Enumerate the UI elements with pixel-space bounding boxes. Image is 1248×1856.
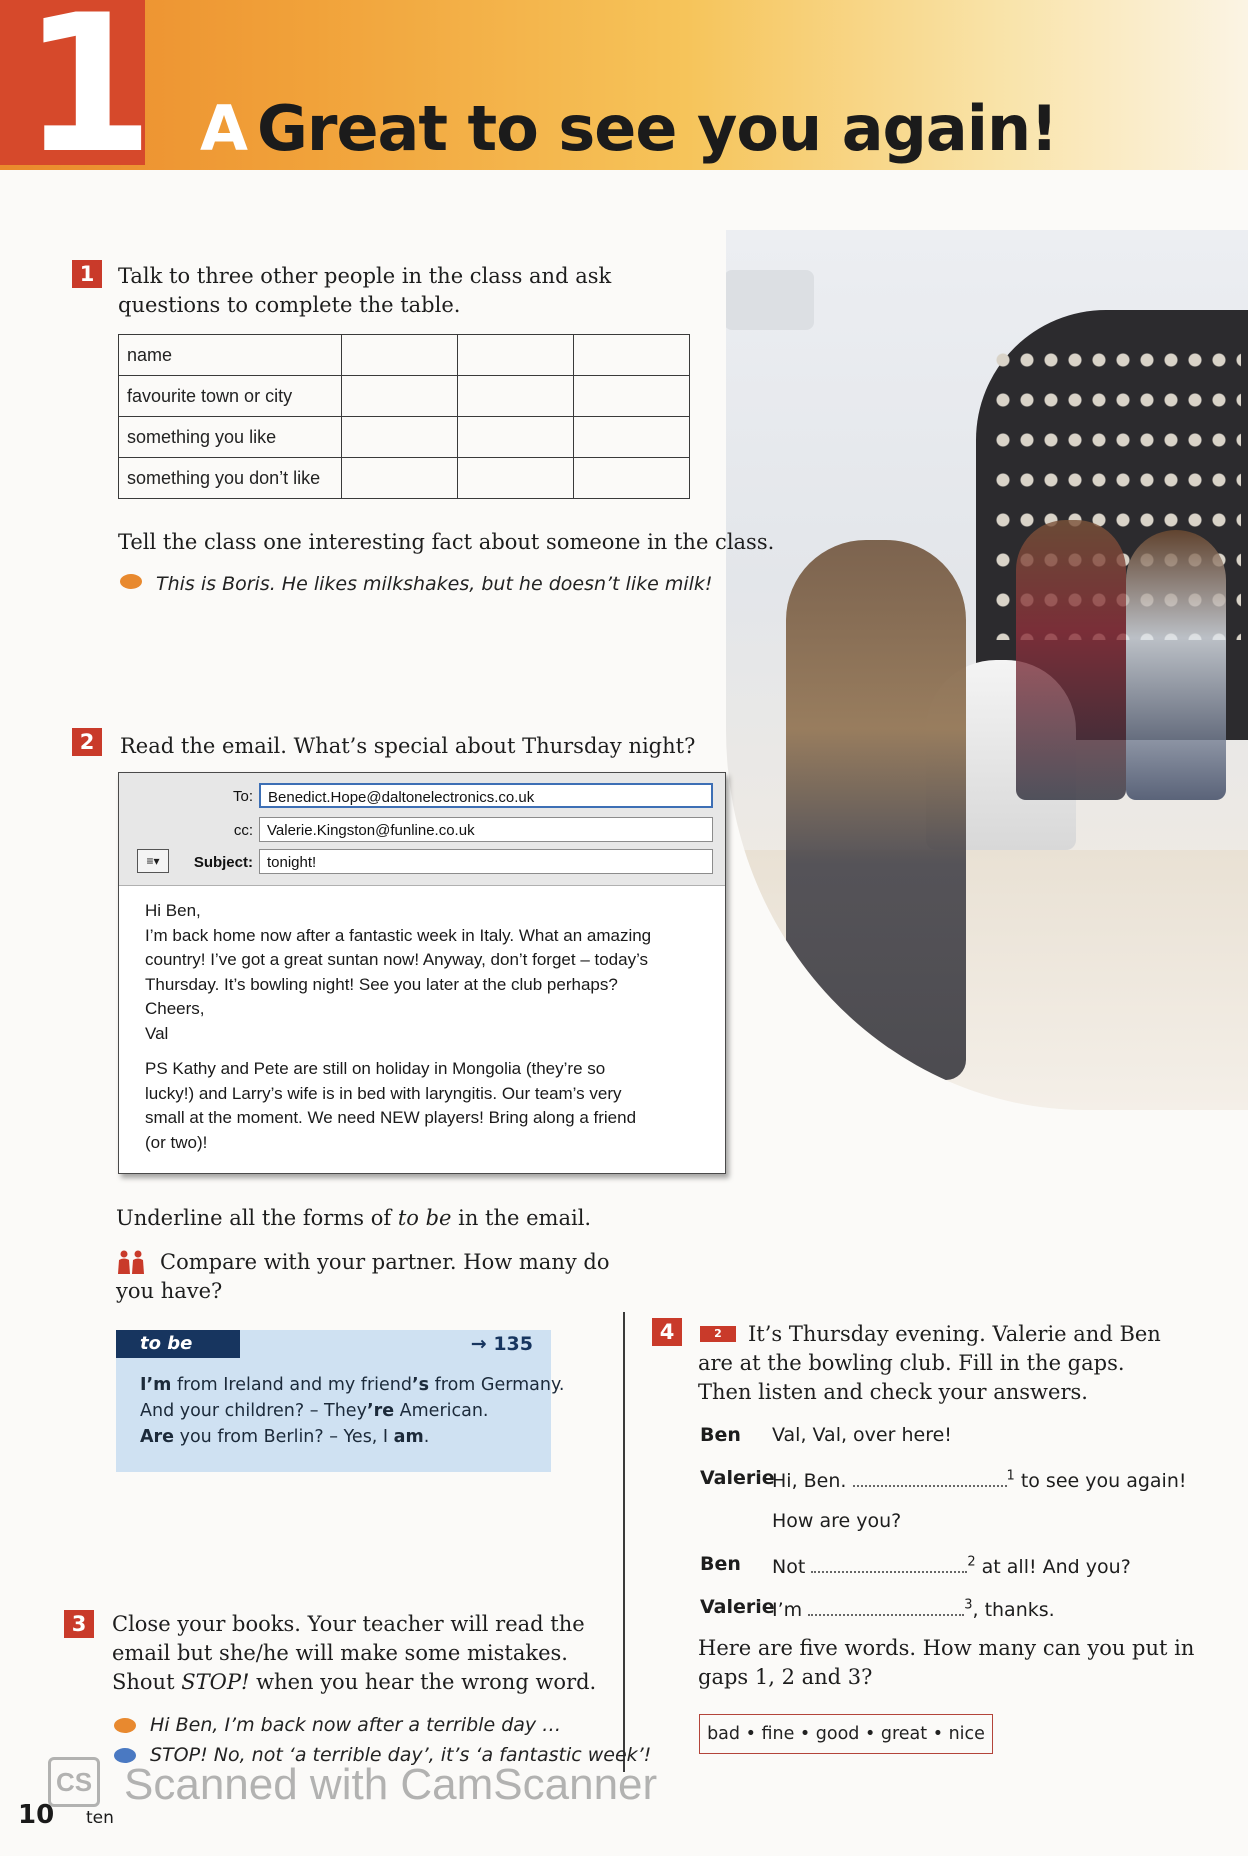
line-text: when you hear the wrong word. (249, 1670, 597, 1694)
exercise-4-instruction (698, 1320, 1161, 1407)
table-cell[interactable] (342, 335, 458, 376)
word-box: bad • fine • good • great • nice (699, 1714, 993, 1754)
unit-number: 1 (22, 0, 155, 195)
table-cell[interactable] (458, 458, 574, 499)
row-label-dislike: something you don’t like (119, 458, 342, 499)
email-ps-line: small at the moment. We need NEW players! Bring along a friend (145, 1108, 637, 1127)
grammar-bold: ’re (366, 1401, 395, 1421)
table-cell[interactable] (342, 376, 458, 417)
survey-table (118, 334, 690, 499)
cc-label: cc: (233, 822, 253, 839)
title-text: Great to see you again! (256, 92, 1058, 165)
exercise-2-number: 2 (72, 728, 102, 756)
table-cell[interactable] (574, 417, 690, 458)
dialogue-line (772, 1553, 1131, 1578)
dialogue-line (772, 1596, 1055, 1621)
exercise-3-example-2: STOP! No, not ‘a terrible day’, it’s ‘a fantastic week’! (150, 1744, 652, 1766)
grammar-bold: Are (140, 1427, 175, 1447)
grammar-line-2 (140, 1398, 564, 1424)
man-watching (1016, 520, 1126, 800)
underline-instruction (116, 1204, 591, 1233)
grammar-line-3 (140, 1424, 564, 1450)
exercise-1-followup: Tell the class one interesting fact about someone in the class. (118, 530, 775, 554)
row-label-town: favourite town or city (119, 376, 342, 417)
line-text: to see you again! (1014, 1470, 1187, 1492)
audio-track-icon[interactable]: 2 (700, 1326, 736, 1342)
exercise-1-number: 1 (72, 260, 102, 288)
compare-instruction (116, 1248, 609, 1306)
email-ps-line: PS Kathy and Pete are still on holiday in Mongolia (they’re so (145, 1059, 606, 1078)
email-line: Val (145, 1023, 169, 1043)
table-cell[interactable] (458, 335, 574, 376)
exercise-3-number: 3 (64, 1610, 94, 1638)
grammar-line-1 (140, 1372, 564, 1398)
exercise-1-example: This is Boris. He likes milkshakes, but he doesn’t like milk! (156, 573, 713, 595)
grammar-examples (140, 1372, 564, 1450)
watermark-text: Scanned with CamScanner (124, 1760, 658, 1809)
dialogue-line: How are you? (772, 1510, 902, 1532)
grammar-box (116, 1330, 565, 1472)
exercise-3-instruction (112, 1610, 596, 1697)
speaker-ben: Ben (700, 1424, 741, 1446)
question-line-2: gaps 1, 2 and 3? (698, 1665, 873, 1689)
line-text: Not (772, 1556, 812, 1578)
table-row (119, 335, 690, 376)
subject-label: Subject: (193, 854, 253, 871)
dialogue-line (772, 1467, 1187, 1492)
email-line: Thursday. It’s bowling night! See you later at the club perhaps? (145, 974, 618, 994)
speaker-valerie: Valerie (700, 1596, 775, 1618)
exercise-1-line-1: Talk to three other people in the class and ask (118, 264, 612, 288)
subject-field[interactable]: tonight! (259, 849, 713, 874)
table-cell[interactable] (574, 376, 690, 417)
exercise-4-line-2: are at the bowling club. Fill in the gaps. (698, 1351, 1125, 1375)
page-title (200, 92, 1058, 165)
line-text: Shout (112, 1670, 182, 1694)
underline-text-end: in the email. (451, 1206, 592, 1230)
line-text: I’m (772, 1599, 809, 1621)
cc-field[interactable]: Valerie.Kingston@funline.co.uk (259, 817, 713, 842)
email-line: Cheers, (145, 999, 205, 1018)
table-cell[interactable] (342, 458, 458, 499)
email-line: country! I’ve got a great suntan now! Anyway, don’t forget – today’s (145, 950, 649, 969)
page-number-word: ten (86, 1808, 114, 1828)
exercise-3-line-1: Close your books. Your teacher will read the (112, 1612, 585, 1636)
dialogue-line: Val, Val, over here! (772, 1424, 952, 1446)
exercise-3-example-1: Hi Ben, I’m back now after a terrible day … (150, 1714, 562, 1736)
exercise-4-line-1: It’s Thursday evening. Valerie and Ben (748, 1322, 1161, 1346)
bowling-photo (726, 230, 1248, 1110)
gap-3-input[interactable] (808, 1596, 964, 1616)
grammar-bold: ’s (411, 1375, 430, 1395)
woman-clapping (1126, 530, 1226, 800)
exercise-3-line-3 (112, 1668, 596, 1697)
exercise-2-instruction: Read the email. What’s special about Thursday night? (120, 734, 696, 758)
gap-number: 2 (967, 1554, 976, 1570)
table-cell[interactable] (458, 417, 574, 458)
grammar-text: from Ireland and my friend (171, 1375, 412, 1395)
email-line: I’m back home now after a fantastic week in Italy. What an amazing (145, 925, 652, 945)
table-cell[interactable] (458, 376, 574, 417)
email-ps (145, 1057, 636, 1155)
grammar-page-reference[interactable]: → 135 (470, 1333, 533, 1355)
grammar-text: . (423, 1427, 430, 1447)
lesson-letter: A (200, 92, 247, 165)
line-text: , thanks. (972, 1599, 1055, 1621)
grammar-text: you from Berlin? – Yes, I (174, 1427, 394, 1447)
speech-bubble-icon (120, 574, 142, 589)
table-row (119, 417, 690, 458)
gap-2-input[interactable] (811, 1553, 967, 1573)
speaker-valerie: Valerie (700, 1467, 775, 1489)
email-window (118, 772, 726, 1174)
table-row (119, 458, 690, 499)
exercise-3-line-2: email but she/he will make some mistakes. (112, 1641, 568, 1665)
line-text: at all! And you? (975, 1556, 1131, 1578)
email-ps-line: lucky!) and Larry’s wife is in bed with laryngitis. Our team’s very (145, 1083, 622, 1103)
exercise-4-question (698, 1634, 1194, 1692)
gap-number: 1 (1006, 1468, 1015, 1484)
table-cell[interactable] (574, 335, 690, 376)
menu-dropdown-icon[interactable]: ≡▾ (137, 849, 169, 873)
grammar-title: to be (116, 1330, 240, 1358)
to-field[interactable]: Benedict.Hope@daltonelectronics.co.uk (259, 783, 713, 808)
page-number: 10 (18, 1800, 55, 1830)
gap-number: 3 (964, 1597, 973, 1613)
row-label-name: name (119, 335, 342, 376)
email-ps-line: (or two)! (145, 1132, 208, 1152)
to-label: To: (232, 788, 253, 805)
email-body (145, 899, 651, 1046)
email-line: Hi Ben, (145, 901, 201, 920)
column-divider (623, 1312, 625, 1772)
exercise-1-instruction (118, 262, 611, 320)
woman-bowling (786, 540, 966, 1080)
exercise-4-number: 4 (652, 1318, 682, 1346)
question-line-1: Here are five words. How many can you put in (698, 1636, 1195, 1660)
exercise-4-line-3: Then listen and check your answers. (698, 1380, 1088, 1404)
grammar-text: American. (394, 1401, 489, 1421)
camscanner-logo-icon: CS (48, 1757, 100, 1807)
underline-emphasis: to be (397, 1206, 452, 1230)
exercise-1-line-2: questions to complete the table. (118, 293, 461, 317)
table-cell[interactable] (342, 417, 458, 458)
table-cell[interactable] (574, 458, 690, 499)
underline-text: Underline all the forms of (116, 1206, 398, 1230)
grammar-bold: am (393, 1427, 424, 1447)
compare-line-1: Compare with your partner. How many do (160, 1250, 610, 1274)
grammar-text: And your children? – They (140, 1401, 367, 1421)
line-emphasis: STOP! (181, 1670, 250, 1694)
compare-line-2: you have? (116, 1279, 223, 1303)
grammar-text: from Germany. (429, 1375, 565, 1395)
table-row (119, 376, 690, 417)
row-label-like: something you like (119, 417, 342, 458)
ceiling-projector (726, 270, 814, 330)
gap-1-input[interactable] (853, 1467, 1007, 1487)
grammar-bold: I’m (140, 1375, 172, 1395)
speaker-ben: Ben (700, 1553, 741, 1575)
line-text: Hi, Ben. (772, 1470, 853, 1492)
speech-bubble-icon (114, 1718, 136, 1733)
